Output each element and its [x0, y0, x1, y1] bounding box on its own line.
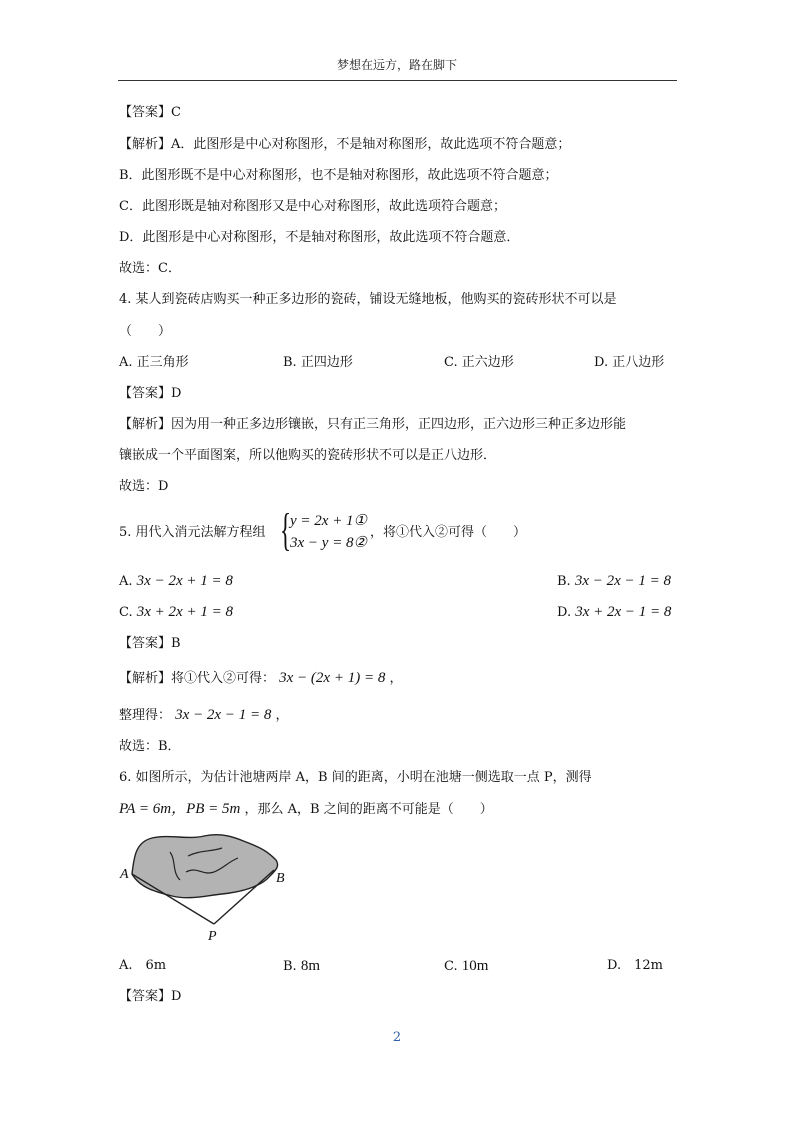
q6-stem-suffix: ，那么 A，B 之间的距离不可能是（ ） — [244, 802, 493, 817]
q5-stem-suffix: ，将①代入②可得（ ） — [370, 525, 527, 540]
q5-simplify-prefix: 整理得： — [119, 708, 172, 723]
q3-conclusion: 故选：C． — [119, 261, 181, 276]
q6-stem-measurements: PA = 6m，PB = 5m — [119, 801, 241, 817]
q6-option-b-label: B. — [283, 959, 297, 974]
page-number: 2 — [392, 1030, 402, 1045]
equation-brace: { — [280, 504, 292, 555]
q4-option-c: C. 正六边形 — [444, 355, 514, 370]
header-rule — [118, 80, 677, 81]
q6-option-d: D. 12m — [607, 958, 663, 973]
q6-answer: 【答案】D — [119, 989, 182, 1004]
q4-conclusion: 故选：D — [119, 479, 169, 494]
q6-option-c — [444, 957, 488, 976]
q5-conclusion: 故选：B． — [119, 739, 181, 754]
q3-answer: 【答案】C — [119, 105, 181, 120]
q5-option-a-expr: 3x − 2x + 1 = 8 — [136, 573, 233, 589]
q6-option-b — [283, 957, 320, 976]
q5-simplify-expr: 3x − 2x − 1 = 8 — [175, 707, 272, 723]
q4-analysis-line-1: 【解析】因为用一种正多边形镶嵌，只有正三角形，正四边形，正六边形三种正多边形能 — [119, 417, 627, 432]
pond-figure — [118, 830, 298, 950]
q5-option-b — [557, 572, 671, 591]
q5-option-a — [119, 572, 233, 591]
pond-shape — [132, 835, 278, 898]
q3-analysis-line-1: 【解析】A．此图形是中心对称图形，不是轴对称图形，故此选项不符合题意； — [119, 137, 571, 152]
q5-equation-2: 3x − y = 8② — [290, 535, 368, 551]
q5-option-a-label: A. — [119, 574, 133, 589]
point-b-label: B — [276, 871, 285, 886]
q5-analysis-prefix: 【解析】将①代入②可得： — [119, 671, 276, 686]
q4-stem: 4. 某人到瓷砖店购买一种正多边形的瓷砖，铺设无缝地板，他购买的瓷砖形状不可以是 — [119, 292, 617, 307]
q6-option-b-expr: 8m — [300, 958, 320, 974]
q4-answer: 【答案】D — [119, 386, 182, 401]
q6-option-c-expr: 10m — [461, 958, 489, 974]
point-a-label: A — [120, 867, 129, 882]
q5-option-c — [119, 603, 233, 622]
q5-option-c-expr: 3x + 2x + 1 = 8 — [136, 604, 233, 620]
q5-option-b-expr: 3x − 2x − 1 = 8 — [574, 573, 672, 589]
q5-option-b-label: B. — [557, 574, 571, 589]
q3-analysis-line-2: B．此图形既不是中心对称图形，也不是轴对称图形，故此选项不符合题意； — [119, 168, 558, 183]
q4-analysis-line-2: 镶嵌成一个平面图案，所以他购买的瓷砖形状不可以是正八边形． — [119, 448, 497, 463]
q4-option-a: A. 正三角形 — [119, 355, 189, 370]
q5-simplify — [119, 706, 289, 725]
q5-option-d-expr: 3x + 2x − 1 = 8 — [575, 604, 672, 620]
q6-option-c-label: C. — [444, 959, 458, 974]
q5-analysis — [119, 669, 402, 688]
q6-option-a: A. 6m — [119, 958, 167, 973]
q3-analysis-line-4: D．此图形是中心对称图形，不是轴对称图形，故此选项不符合题意． — [119, 230, 520, 245]
q5-option-d — [557, 603, 671, 622]
q5-analysis-suffix: ， — [389, 671, 403, 686]
q5-option-d-label: D. — [557, 605, 572, 620]
q5-option-c-label: C. — [119, 605, 133, 620]
point-p-label: P — [208, 929, 217, 944]
q5-equation-1: y = 2x + 1① — [290, 513, 368, 529]
q4-paren: （ ） — [119, 324, 172, 339]
q5-stem-prefix: 5. 用代入消元法解方程组 — [119, 525, 266, 540]
q5-answer: 【答案】B — [119, 636, 181, 651]
q5-simplify-suffix: ， — [275, 708, 289, 723]
q5-analysis-expr: 3x − (2x + 1) = 8 — [279, 670, 386, 686]
q3-analysis-line-3: C．此图形既是轴对称图形又是中心对称图形，故此选项符合题意； — [119, 199, 506, 214]
q4-option-d: D. 正八边形 — [594, 355, 665, 370]
page-header: 梦想在远方，路在脚下 — [336, 58, 457, 72]
q6-stem-line-1: 6. 如图所示，为估计池塘两岸 A，B 间的距离，小明在池塘一侧选取一点 P，测得 — [119, 770, 592, 785]
q4-option-b: B. 正四边形 — [283, 355, 353, 370]
q6-stem-line-2 — [119, 800, 493, 819]
q5-equation-system — [280, 504, 380, 557]
